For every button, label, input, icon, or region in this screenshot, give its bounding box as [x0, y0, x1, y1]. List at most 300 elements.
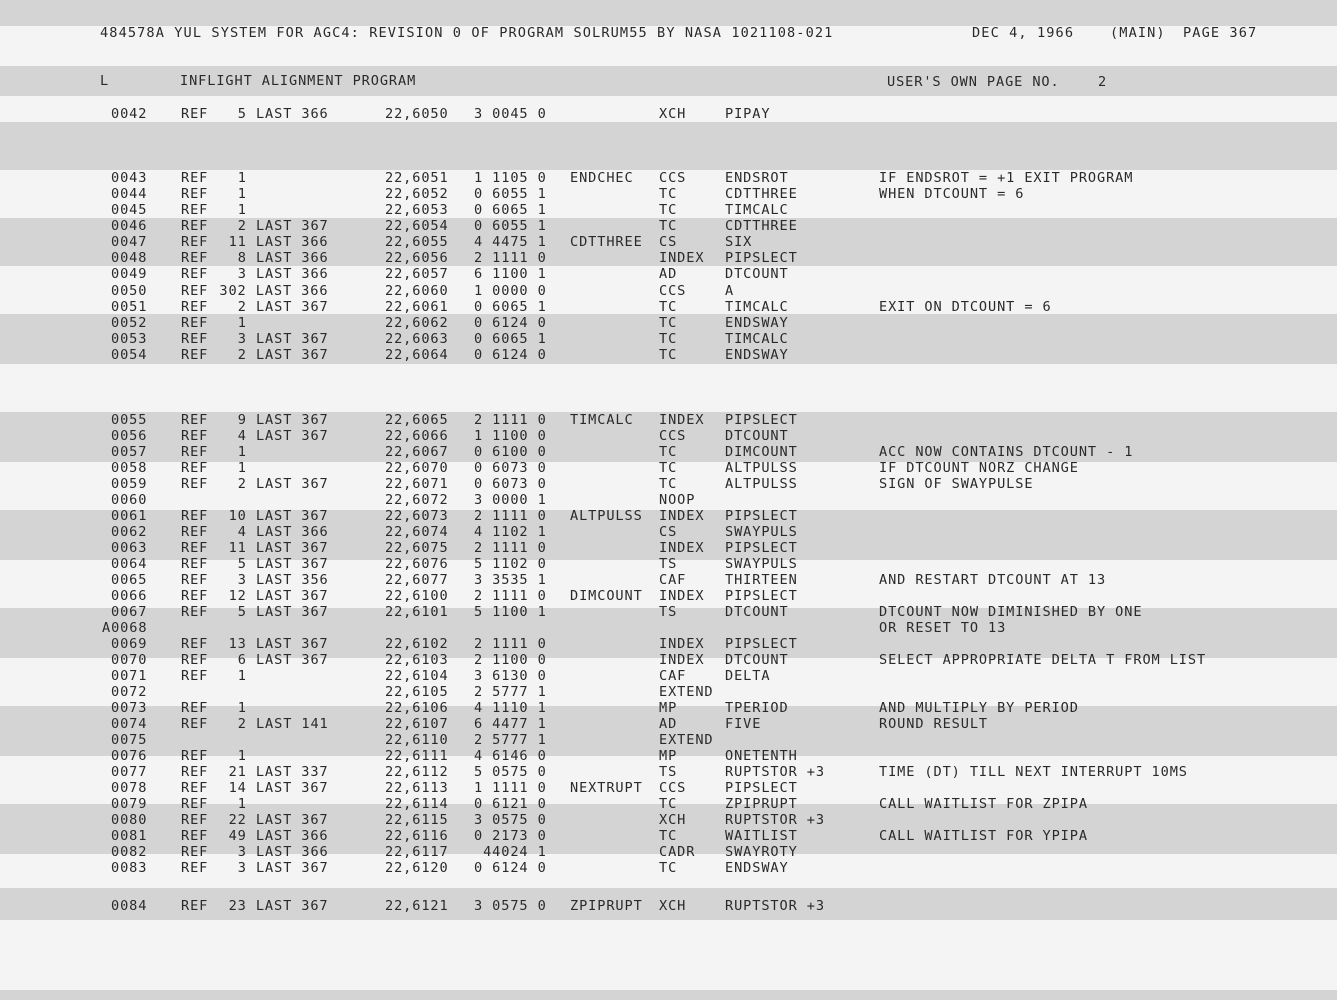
line-addr: 22,6064: [385, 347, 449, 363]
line-num: 0084: [111, 898, 148, 914]
line-addr: 22,6075: [385, 540, 449, 556]
line-op: TC: [659, 331, 678, 347]
line-num: 0055: [111, 412, 148, 428]
line-addr: 22,6100: [385, 588, 449, 604]
line-refn: 3 LAST 367: [237, 860, 329, 876]
line-num: 0066: [111, 588, 148, 604]
line-op: XCH: [659, 898, 687, 914]
line-refn: 11 LAST 367: [228, 540, 329, 556]
line-refn: 1: [237, 748, 247, 764]
line-code: 0 6124 0: [474, 860, 547, 876]
line-comment: TIME (DT) TILL NEXT INTERRUPT 10MS: [879, 764, 1188, 780]
line-refn: 2 LAST 141: [237, 716, 329, 732]
line-comment: EXIT ON DTCOUNT = 6: [879, 299, 1052, 315]
line-ref: REF: [181, 700, 209, 716]
line-operand: DIMCOUNT: [725, 444, 798, 460]
line-ref: REF: [181, 780, 209, 796]
line-addr: 22,6063: [385, 331, 449, 347]
line-ref: REF: [181, 572, 209, 588]
line-label: TIMCALC: [570, 412, 634, 428]
line-num: 0058: [111, 460, 148, 476]
line-addr: 22,6111: [385, 748, 449, 764]
line-op: TS: [659, 764, 678, 780]
line-op: INDEX: [659, 508, 705, 524]
line-addr: 22,6106: [385, 700, 449, 716]
line-num: 0047: [111, 234, 148, 250]
line-operand: ENDSWAY: [725, 347, 789, 363]
line-refn: 302 LAST 366: [219, 283, 329, 299]
line-operand: RUPTSTOR +3: [725, 898, 825, 914]
line-addr: 22,6072: [385, 492, 449, 508]
line-ref: REF: [181, 170, 209, 186]
line-refn: 1: [237, 444, 247, 460]
line-op: TC: [659, 860, 678, 876]
line-addr: 22,6053: [385, 202, 449, 218]
listing-title: 484578A YUL SYSTEM FOR AGC4: REVISION 0 OF PROGRAM SOLRUM55 BY NASA 1021108-021: [100, 25, 834, 41]
line-refn: 1: [237, 315, 247, 331]
line-num: 0082: [111, 844, 148, 860]
line-code: 6 4477 1: [474, 716, 547, 732]
line-comment: IF ENDSROT = +1 EXIT PROGRAM: [879, 170, 1134, 186]
line-code: 2 1111 0: [474, 250, 547, 266]
line-label: NEXTRUPT: [570, 780, 643, 796]
listing-page-number: PAGE 367: [1183, 25, 1258, 41]
line-op: TC: [659, 444, 678, 460]
line-refn: 3 LAST 366: [237, 844, 329, 860]
line-operand: DTCOUNT: [725, 266, 789, 282]
line-num: 0063: [111, 540, 148, 556]
line-operand: THIRTEEN: [725, 572, 798, 588]
line-op: XCH: [659, 106, 687, 122]
line-refn: 21 LAST 337: [228, 764, 329, 780]
line-refn: 10 LAST 367: [228, 508, 329, 524]
line-addr: 22,6102: [385, 636, 449, 652]
line-code: 0 6073 0: [474, 460, 547, 476]
line-ref: REF: [181, 347, 209, 363]
line-op: TC: [659, 299, 678, 315]
line-num: 0065: [111, 572, 148, 588]
line-operand: PIPSLECT: [725, 250, 798, 266]
listing-date: DEC 4, 1966: [972, 25, 1075, 41]
line-num: 0062: [111, 524, 148, 540]
line-label: ALTPULSS: [570, 508, 643, 524]
line-refn: 22 LAST 367: [228, 812, 329, 828]
line-refn: 8 LAST 366: [237, 250, 329, 266]
line-ref: REF: [181, 652, 209, 668]
line-refn: 1: [237, 796, 247, 812]
line-addr: 22,6117: [385, 844, 449, 860]
line-code: 3 0045 0: [474, 106, 547, 122]
line-comment: SIGN OF SWAYPULSE: [879, 476, 1034, 492]
line-op: TC: [659, 202, 678, 218]
line-ref: REF: [181, 266, 209, 282]
line-ref: REF: [181, 331, 209, 347]
line-op: NOOP: [659, 492, 696, 508]
line-addr: 22,6113: [385, 780, 449, 796]
line-code: 2 5777 1: [474, 732, 547, 748]
line-refn: 1: [237, 668, 247, 684]
line-code: 0 6055 1: [474, 218, 547, 234]
line-refn: 23 LAST 367: [228, 898, 329, 914]
line-code: 4 4475 1: [474, 234, 547, 250]
line-operand: CDTTHREE: [725, 186, 798, 202]
line-code: 3 3535 1: [474, 572, 547, 588]
line-code: 0 6055 1: [474, 186, 547, 202]
line-operand: SWAYPULS: [725, 556, 798, 572]
line-code: 44024 1: [474, 844, 547, 860]
line-ref: REF: [181, 524, 209, 540]
line-operand: DTCOUNT: [725, 652, 789, 668]
line-operand: TIMCALC: [725, 299, 789, 315]
line-code: 4 1102 1: [474, 524, 547, 540]
line-ref: REF: [181, 234, 209, 250]
program-title: INFLIGHT ALIGNMENT PROGRAM: [180, 73, 417, 89]
line-op: TC: [659, 796, 678, 812]
line-refn: 11 LAST 366: [228, 234, 329, 250]
line-num: 0083: [111, 860, 148, 876]
line-addr: 22,6101: [385, 604, 449, 620]
line-refn: 3 LAST 356: [237, 572, 329, 588]
line-ref: REF: [181, 460, 209, 476]
line-operand: SIX: [725, 234, 753, 250]
line-op: AD: [659, 266, 678, 282]
line-refn: 4 LAST 366: [237, 524, 329, 540]
line-num: 0042: [111, 106, 148, 122]
line-ref: REF: [181, 556, 209, 572]
line-num: 0079: [111, 796, 148, 812]
line-operand: DTCOUNT: [725, 428, 789, 444]
line-refn: 9 LAST 367: [237, 412, 329, 428]
line-op: TC: [659, 460, 678, 476]
line-addr: 22,6121: [385, 898, 449, 914]
line-op: CS: [659, 234, 678, 250]
line-num: 0052: [111, 315, 148, 331]
line-num: 0045: [111, 202, 148, 218]
line-code: 2 1111 0: [474, 588, 547, 604]
line-operand: ONETENTH: [725, 748, 798, 764]
line-op: TC: [659, 476, 678, 492]
line-ref: REF: [181, 218, 209, 234]
line-op: CCS: [659, 780, 687, 796]
line-op: EXTEND: [659, 732, 714, 748]
line-num: 0057: [111, 444, 148, 460]
line-op: TS: [659, 556, 678, 572]
line-comment: DTCOUNT NOW DIMINISHED BY ONE: [879, 604, 1143, 620]
line-code: 6 1100 1: [474, 266, 547, 282]
line-num: 0043: [111, 170, 148, 186]
line-operand: RUPTSTOR +3: [725, 764, 825, 780]
line-operand: WAITLIST: [725, 828, 798, 844]
line-num: 0050: [111, 283, 148, 299]
line-refn: 6 LAST 367: [237, 652, 329, 668]
line-operand: A: [725, 283, 735, 299]
line-operand: PIPSLECT: [725, 636, 798, 652]
line-addr: 22,6065: [385, 412, 449, 428]
line-op: INDEX: [659, 540, 705, 556]
line-addr: 22,6050: [385, 106, 449, 122]
line-operand: TPERIOD: [725, 700, 789, 716]
line-ref: REF: [181, 604, 209, 620]
line-ref: REF: [181, 428, 209, 444]
line-ref: REF: [181, 299, 209, 315]
line-ref: REF: [181, 476, 209, 492]
line-num: 0044: [111, 186, 148, 202]
line-code: 0 6073 0: [474, 476, 547, 492]
line-addr: 22,6070: [385, 460, 449, 476]
line-op: CAF: [659, 668, 687, 684]
line-code: 0 6065 1: [474, 331, 547, 347]
line-operand: DELTA: [725, 668, 771, 684]
line-addr: 22,6114: [385, 796, 449, 812]
line-addr: 22,6107: [385, 716, 449, 732]
line-op: INDEX: [659, 652, 705, 668]
line-op: TS: [659, 604, 678, 620]
line-comment: SELECT APPROPRIATE DELTA T FROM LIST: [879, 652, 1207, 668]
listing-section: (MAIN): [1110, 25, 1166, 41]
line-addr: 22,6067: [385, 444, 449, 460]
line-refn: 5 LAST 366: [237, 106, 329, 122]
line-code: 5 1100 1: [474, 604, 547, 620]
line-code: 3 0000 1: [474, 492, 547, 508]
line-num: A0068: [102, 620, 148, 636]
line-operand: DTCOUNT: [725, 604, 789, 620]
line-addr: 22,6054: [385, 218, 449, 234]
line-refn: 1: [237, 202, 247, 218]
line-code: 2 1111 0: [474, 636, 547, 652]
line-op: MP: [659, 700, 678, 716]
line-ref: REF: [181, 636, 209, 652]
line-refn: 5 LAST 367: [237, 604, 329, 620]
line-num: 0080: [111, 812, 148, 828]
line-addr: 22,6066: [385, 428, 449, 444]
line-comment: CALL WAITLIST FOR YPIPA: [879, 828, 1088, 844]
line-code: 2 1111 0: [474, 412, 547, 428]
line-ref: REF: [181, 860, 209, 876]
line-operand: PIPAY: [725, 106, 771, 122]
line-refn: 1: [237, 460, 247, 476]
line-ref: REF: [181, 202, 209, 218]
line-op: TC: [659, 218, 678, 234]
line-num: 0061: [111, 508, 148, 524]
line-op: AD: [659, 716, 678, 732]
line-addr: 22,6112: [385, 764, 449, 780]
line-operand: ALTPULSS: [725, 476, 798, 492]
line-code: 0 6065 1: [474, 299, 547, 315]
line-addr: 22,6057: [385, 266, 449, 282]
line-ref: REF: [181, 315, 209, 331]
line-refn: 2 LAST 367: [237, 218, 329, 234]
line-num: 0054: [111, 347, 148, 363]
line-code: 1 1105 0: [474, 170, 547, 186]
line-code: 0 6124 0: [474, 347, 547, 363]
line-op: CADR: [659, 844, 696, 860]
line-code: 2 1100 0: [474, 652, 547, 668]
line-operand: ALTPULSS: [725, 460, 798, 476]
line-op: INDEX: [659, 250, 705, 266]
line-operand: PIPSLECT: [725, 540, 798, 556]
line-code: 0 2173 0: [474, 828, 547, 844]
line-ref: REF: [181, 540, 209, 556]
line-refn: 2 LAST 367: [237, 299, 329, 315]
line-addr: 22,6051: [385, 170, 449, 186]
line-operand: CDTTHREE: [725, 218, 798, 234]
line-code: 1 1100 0: [474, 428, 547, 444]
line-num: 0075: [111, 732, 148, 748]
line-code: 3 0575 0: [474, 812, 547, 828]
line-num: 0074: [111, 716, 148, 732]
line-refn: 3 LAST 367: [237, 331, 329, 347]
line-ref: REF: [181, 796, 209, 812]
line-addr: 22,6120: [385, 860, 449, 876]
line-refn: 2 LAST 367: [237, 347, 329, 363]
line-refn: 5 LAST 367: [237, 556, 329, 572]
users-page-number: 2: [1098, 74, 1108, 90]
line-label: CDTTHREE: [570, 234, 643, 250]
line-ref: REF: [181, 812, 209, 828]
line-addr: 22,6061: [385, 299, 449, 315]
line-ref: REF: [181, 828, 209, 844]
line-op: TC: [659, 828, 678, 844]
line-op: EXTEND: [659, 684, 714, 700]
line-op: INDEX: [659, 588, 705, 604]
line-comment: WHEN DTCOUNT = 6: [879, 186, 1025, 202]
line-refn: 1: [237, 700, 247, 716]
line-label: ENDCHEC: [570, 170, 634, 186]
line-operand: ZPIPRUPT: [725, 796, 798, 812]
line-op: INDEX: [659, 636, 705, 652]
line-ref: REF: [181, 588, 209, 604]
listing-marker: L: [100, 73, 110, 89]
line-addr: 22,6077: [385, 572, 449, 588]
line-num: 0073: [111, 700, 148, 716]
line-num: 0081: [111, 828, 148, 844]
line-refn: 1: [237, 170, 247, 186]
line-addr: 22,6103: [385, 652, 449, 668]
line-addr: 22,6073: [385, 508, 449, 524]
line-addr: 22,6055: [385, 234, 449, 250]
line-num: 0046: [111, 218, 148, 234]
line-refn: 49 LAST 366: [228, 828, 329, 844]
line-comment: AND RESTART DTCOUNT AT 13: [879, 572, 1107, 588]
line-operand: PIPSLECT: [725, 780, 798, 796]
line-code: 0 6124 0: [474, 315, 547, 331]
line-refn: 12 LAST 367: [228, 588, 329, 604]
line-comment: OR RESET TO 13: [879, 620, 1007, 636]
line-code: 4 1110 1: [474, 700, 547, 716]
line-num: 0078: [111, 780, 148, 796]
line-code: 2 1111 0: [474, 508, 547, 524]
line-label: ZPIPRUPT: [570, 898, 643, 914]
line-code: 3 6130 0: [474, 668, 547, 684]
line-ref: REF: [181, 898, 209, 914]
line-ref: REF: [181, 748, 209, 764]
line-op: CCS: [659, 170, 687, 186]
line-code: 5 1102 0: [474, 556, 547, 572]
line-label: DIMCOUNT: [570, 588, 643, 604]
users-page-label: USER'S OWN PAGE NO.: [887, 74, 1060, 90]
line-refn: 2 LAST 367: [237, 476, 329, 492]
line-refn: 13 LAST 367: [228, 636, 329, 652]
line-op: CAF: [659, 572, 687, 588]
line-ref: REF: [181, 444, 209, 460]
line-ref: REF: [181, 844, 209, 860]
line-comment: AND MULTIPLY BY PERIOD: [879, 700, 1079, 716]
line-operand: TIMCALC: [725, 202, 789, 218]
line-comment: CALL WAITLIST FOR ZPIPA: [879, 796, 1088, 812]
line-code: 0 6100 0: [474, 444, 547, 460]
line-refn: 14 LAST 367: [228, 780, 329, 796]
line-ref: REF: [181, 412, 209, 428]
line-refn: 3 LAST 366: [237, 266, 329, 282]
line-op: TC: [659, 347, 678, 363]
line-ref: REF: [181, 186, 209, 202]
line-op: CCS: [659, 283, 687, 299]
line-num: 0049: [111, 266, 148, 282]
line-op: CCS: [659, 428, 687, 444]
line-num: 0072: [111, 684, 148, 700]
line-ref: REF: [181, 508, 209, 524]
line-operand: PIPSLECT: [725, 412, 798, 428]
line-addr: 22,6110: [385, 732, 449, 748]
line-num: 0053: [111, 331, 148, 347]
line-operand: ENDSWAY: [725, 860, 789, 876]
line-ref: REF: [181, 250, 209, 266]
line-num: 0048: [111, 250, 148, 266]
line-ref: REF: [181, 716, 209, 732]
line-num: 0069: [111, 636, 148, 652]
line-addr: 22,6062: [385, 315, 449, 331]
line-code: 2 5777 1: [474, 684, 547, 700]
line-addr: 22,6056: [385, 250, 449, 266]
line-code: 5 0575 0: [474, 764, 547, 780]
line-num: 0070: [111, 652, 148, 668]
line-ref: REF: [181, 106, 209, 122]
line-op: CS: [659, 524, 678, 540]
line-code: 3 0575 0: [474, 898, 547, 914]
line-ref: REF: [181, 668, 209, 684]
line-op: MP: [659, 748, 678, 764]
line-op: XCH: [659, 812, 687, 828]
line-addr: 22,6076: [385, 556, 449, 572]
line-operand: SWAYROTY: [725, 844, 798, 860]
line-ref: REF: [181, 764, 209, 780]
line-code: 2 1111 0: [474, 540, 547, 556]
line-ref: REF: [181, 283, 209, 299]
line-operand: TIMCALC: [725, 331, 789, 347]
line-num: 0076: [111, 748, 148, 764]
line-num: 0071: [111, 668, 148, 684]
line-addr: 22,6104: [385, 668, 449, 684]
line-code: 0 6121 0: [474, 796, 547, 812]
line-num: 0064: [111, 556, 148, 572]
line-num: 0067: [111, 604, 148, 620]
line-comment: ROUND RESULT: [879, 716, 989, 732]
line-refn: 1: [237, 186, 247, 202]
line-refn: 4 LAST 367: [237, 428, 329, 444]
line-addr: 22,6074: [385, 524, 449, 540]
line-addr: 22,6052: [385, 186, 449, 202]
line-addr: 22,6115: [385, 812, 449, 828]
line-addr: 22,6105: [385, 684, 449, 700]
line-addr: 22,6116: [385, 828, 449, 844]
line-operand: PIPSLECT: [725, 508, 798, 524]
line-op: TC: [659, 186, 678, 202]
line-operand: SWAYPULS: [725, 524, 798, 540]
line-num: 0056: [111, 428, 148, 444]
line-operand: ENDSWAY: [725, 315, 789, 331]
line-code: 1 1111 0: [474, 780, 547, 796]
line-num: 0051: [111, 299, 148, 315]
